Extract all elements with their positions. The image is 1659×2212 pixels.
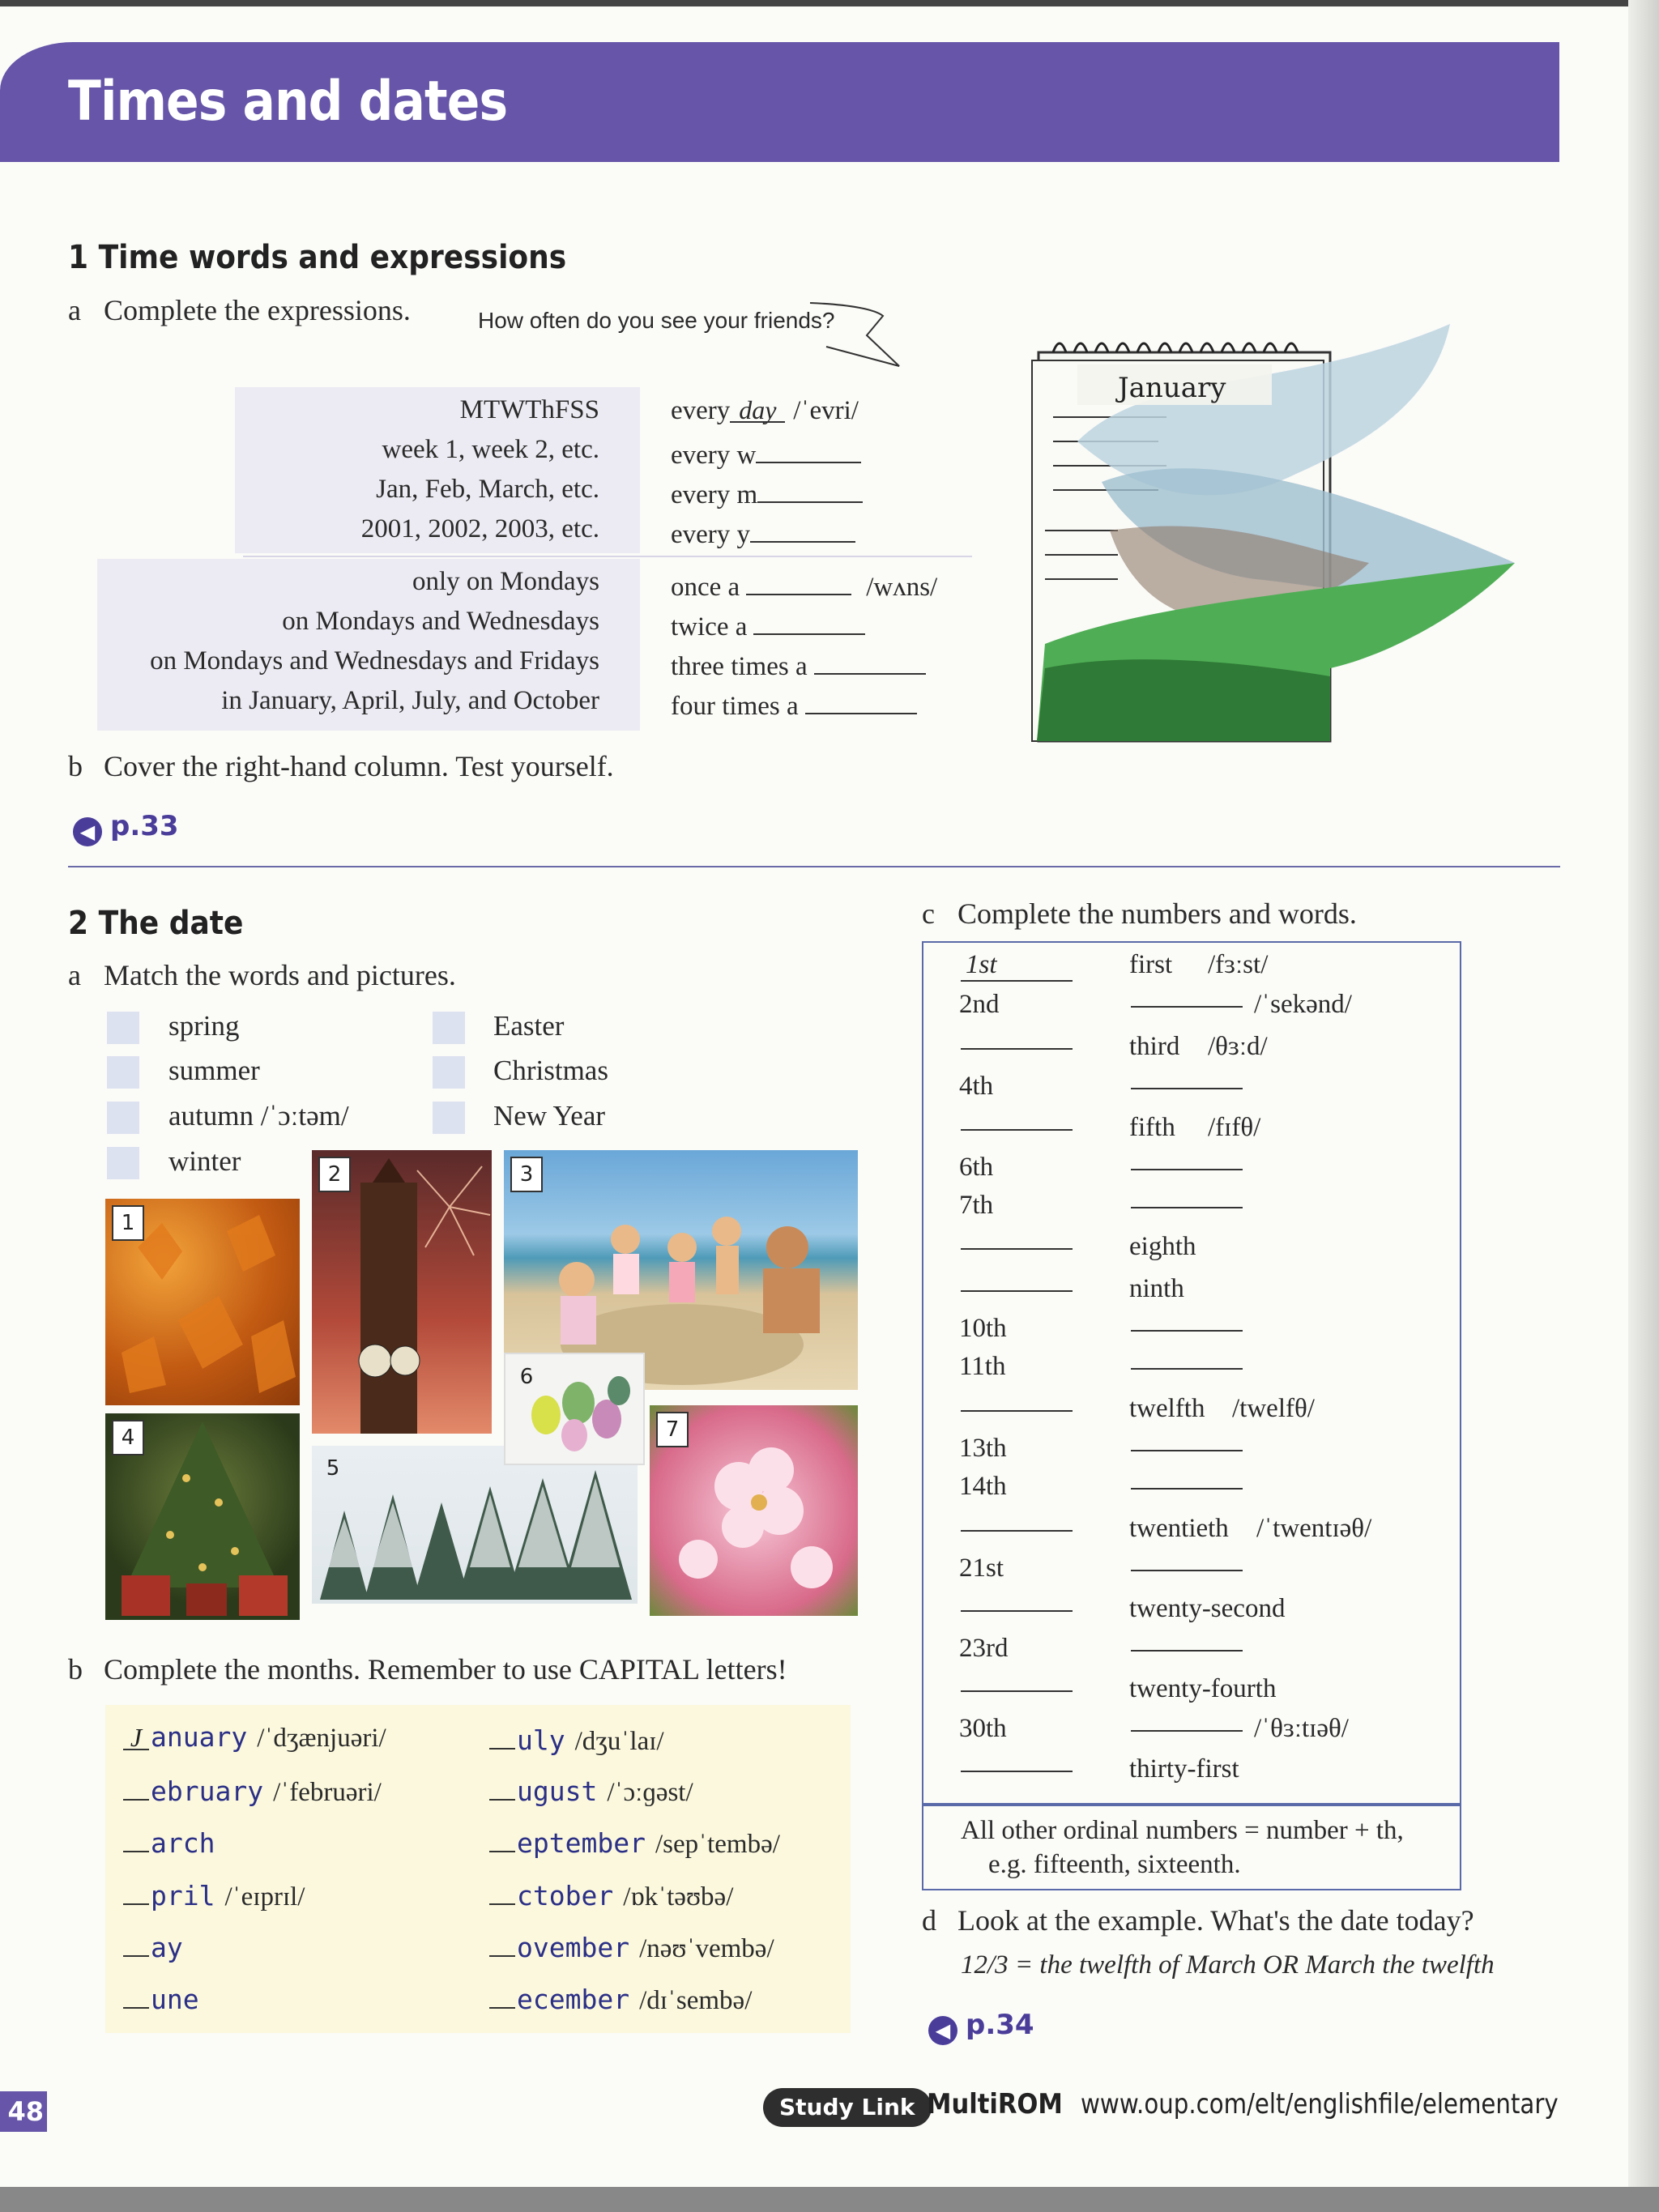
calendar-month-label: January <box>1118 372 1226 404</box>
table-right-cell <box>671 475 863 510</box>
handwritten-answer: 1st <box>961 950 1073 982</box>
number-blank[interactable] <box>961 1235 1073 1250</box>
expression-prefix: every <box>671 396 731 425</box>
answer-blank[interactable] <box>757 475 863 503</box>
letter-blank[interactable] <box>123 1824 149 1852</box>
section1-b-instruction <box>68 749 614 783</box>
ordinal-number: 10th <box>959 1314 1007 1343</box>
month-text: eptember <box>517 1827 646 1859</box>
section2-b-instruction <box>68 1652 787 1686</box>
month-item <box>489 1877 733 1912</box>
month-item <box>123 1824 215 1859</box>
letter-blank[interactable] <box>489 1980 515 2009</box>
photo-number: 7 <box>656 1412 689 1447</box>
pronunciation: /θɜːd/ <box>1208 1032 1268 1061</box>
page-bottom-edge <box>0 2187 1659 2212</box>
ordinal-word: thirty-first <box>1129 1754 1239 1784</box>
letter-blank[interactable] <box>489 1929 515 1957</box>
section-divider <box>68 866 1560 867</box>
section1-a-instruction <box>68 293 411 327</box>
study-link-badge: Study Link <box>763 2088 932 2127</box>
page-link-text: p.33 <box>110 810 179 842</box>
page-link-p34[interactable] <box>928 2009 1034 2045</box>
table-left-cell: 2001, 2002, 2003, etc. <box>360 514 599 543</box>
ordinal-number: 23rd <box>959 1634 1009 1663</box>
table-right-cell <box>671 435 861 471</box>
letter-blank[interactable] <box>489 1877 515 1905</box>
month-item <box>489 1772 693 1808</box>
month-item <box>489 1721 664 1757</box>
photo-number: 3 <box>510 1157 543 1192</box>
instruction-text: Complete the expressions. <box>104 294 411 326</box>
month-text: arch <box>151 1827 215 1859</box>
word-blank[interactable] <box>1131 1194 1243 1208</box>
table-right-cell <box>671 395 859 426</box>
answer-blank[interactable] <box>756 435 861 463</box>
ordinal-rule-box <box>922 1803 1461 1890</box>
table-right-cell <box>671 567 937 603</box>
exercise-letter: b <box>68 1653 83 1686</box>
month-item <box>123 1980 199 2015</box>
ordinal-number: 14th <box>959 1472 1007 1501</box>
handwritten-answer: day <box>730 395 785 423</box>
month-item <box>123 1877 305 1912</box>
pronunciation: /ɒkˈtəʊbə/ <box>623 1882 734 1912</box>
section2-c-instruction <box>922 897 1357 931</box>
table-left-cell: Jan, Feb, March, etc. <box>376 475 599 504</box>
holiday-word: New Year <box>493 1100 606 1132</box>
instruction-text: Look at the example. What's the date today? <box>957 1904 1474 1937</box>
holiday-word: Easter <box>493 1010 565 1042</box>
instruction-text: Cover the right-hand column. Test yourself. <box>104 750 614 782</box>
table-right-cell <box>671 514 855 550</box>
ordinal-word: twelfth <box>1129 1394 1205 1423</box>
word-blank[interactable] <box>1131 1717 1243 1732</box>
photo-number: 6 <box>519 1365 534 1389</box>
table-right-cell <box>671 686 917 722</box>
photo-big-ben-fireworks <box>312 1150 492 1434</box>
arrow-left-icon: ◀ <box>928 2016 957 2045</box>
table-left-cell: in January, April, July, and October <box>221 686 599 715</box>
rule-line-2: e.g. fifteenth, sixteenth. <box>988 1850 1241 1879</box>
pronunciation: /ˈeɪprɪl/ <box>224 1882 305 1912</box>
table-left-cell: only on Mondays <box>412 567 599 596</box>
letter-blank[interactable] <box>123 1772 149 1801</box>
number-blank[interactable] <box>961 1277 1073 1292</box>
checkbox[interactable] <box>107 1012 139 1044</box>
pronunciation: /wʌns/ <box>866 573 938 602</box>
ordinal-number: 7th <box>959 1191 994 1220</box>
pronunciation: /dɪˈsembə/ <box>639 1986 753 2015</box>
photo-snowy-forest <box>312 1446 638 1604</box>
arrow-left-icon: ◀ <box>73 817 102 846</box>
section2-heading: 2 The date <box>68 905 244 942</box>
answer-blank[interactable] <box>805 686 917 714</box>
month-item <box>123 1929 183 1963</box>
section2-d-instruction <box>922 1903 1474 1937</box>
ordinal-number: 4th <box>959 1072 994 1101</box>
season-word: autumn /ˈɔːtəm/ <box>168 1100 349 1132</box>
checkbox[interactable] <box>433 1102 465 1134</box>
checkbox[interactable] <box>433 1056 465 1089</box>
ordinal-word: ninth <box>1129 1274 1184 1303</box>
pronunciation: /ˈevri/ <box>793 396 859 425</box>
ordinal-number: 13th <box>959 1434 1007 1463</box>
letter-blank[interactable] <box>123 1877 149 1905</box>
month-item <box>489 1824 780 1860</box>
letter-blank[interactable] <box>489 1772 515 1801</box>
table-right-cell <box>671 646 926 682</box>
word-blank[interactable] <box>1131 1317 1243 1332</box>
photo-autumn-leaves <box>105 1199 300 1405</box>
calendar-illustration <box>1029 320 1523 757</box>
pronunciation: /dʒuˈlaɪ/ <box>574 1727 664 1756</box>
instruction-text: Complete the months. Remember to use CAPITAL letters! <box>104 1653 787 1686</box>
photo-number: 5 <box>326 1456 340 1481</box>
instruction-text: Complete the numbers and words. <box>957 897 1357 930</box>
checkbox[interactable] <box>107 1056 139 1089</box>
exercise-letter: a <box>68 294 81 326</box>
expression-prefix: twice a <box>671 612 748 641</box>
pronunciation: /twelfθ/ <box>1232 1394 1315 1423</box>
number-blank[interactable] <box>961 1677 1073 1692</box>
ordinal-word: eighth <box>1129 1232 1196 1261</box>
holiday-word: Christmas <box>493 1055 608 1086</box>
word-blank[interactable] <box>1131 1637 1243 1652</box>
section2-a-instruction <box>68 958 456 992</box>
letter-blank[interactable] <box>123 1980 149 2009</box>
photo-pink-blossom <box>650 1405 858 1616</box>
season-word: summer <box>168 1055 260 1086</box>
speech-bubble-outline <box>470 298 907 371</box>
month-text: ecember <box>517 1984 630 2015</box>
number-blank[interactable] <box>961 1597 1073 1612</box>
month-item <box>123 1772 382 1808</box>
photo-number: 4 <box>112 1420 144 1455</box>
ordinal-word: fifth <box>1129 1113 1175 1142</box>
table-right-cell <box>671 607 865 642</box>
pronunciation: /ˈɔːɡəst/ <box>607 1778 693 1807</box>
pronunciation: /sepˈtembə/ <box>655 1830 780 1859</box>
multirom-label: MultiROM <box>927 2088 1063 2120</box>
pronunciation: /fɪfθ/ <box>1208 1113 1261 1142</box>
month-item <box>123 1721 386 1754</box>
number-blank[interactable] <box>961 1517 1073 1532</box>
letter-blank[interactable] <box>489 1721 515 1750</box>
word-blank[interactable] <box>1131 1355 1243 1370</box>
website-url[interactable]: www.oup.com/elt/englishfile/elementary <box>1081 2088 1559 2120</box>
month-text: pril <box>151 1880 215 1912</box>
handwritten-letter: J <box>123 1723 149 1750</box>
rule-line-1: All other ordinal numbers = number + th, <box>961 1816 1404 1845</box>
ordinal-number: 2nd <box>959 990 1000 1019</box>
pronunciation: /ˈfebruəri/ <box>273 1778 382 1807</box>
photo-christmas-tree <box>105 1413 300 1620</box>
ordinal-word: third <box>1129 1032 1180 1061</box>
word-blank[interactable] <box>1131 1437 1243 1451</box>
number-blank[interactable] <box>961 1758 1073 1772</box>
month-text: une <box>151 1984 199 2015</box>
word-blank[interactable] <box>1131 1475 1243 1490</box>
month-text: ctober <box>517 1880 614 1912</box>
expression-prefix: once a <box>671 573 740 602</box>
ordinal-word: twentieth <box>1129 1514 1229 1543</box>
checkbox[interactable] <box>107 1102 139 1134</box>
photo-number: 1 <box>112 1205 144 1241</box>
ordinal-number: 21st <box>959 1554 1004 1583</box>
number-blank[interactable] <box>961 1035 1073 1050</box>
photo-number: 2 <box>318 1157 351 1192</box>
table-left-cell: on Mondays and Wednesdays <box>282 607 599 636</box>
month-text: anuary <box>151 1721 248 1753</box>
answer-blank[interactable] <box>750 514 855 543</box>
pronunciation: /ˈsekənd/ <box>1254 990 1352 1019</box>
speech-bubble: How often do you see your friends? <box>478 308 835 333</box>
season-word: winter <box>168 1145 241 1177</box>
month-text: ebruary <box>151 1775 264 1807</box>
word-blank[interactable] <box>1131 1156 1243 1170</box>
expression-prefix: four times a <box>671 692 799 721</box>
table-left-cell: week 1, week 2, etc. <box>382 435 599 464</box>
expression-prefix: every w <box>671 441 757 470</box>
month-text: ay <box>151 1932 183 1963</box>
pronunciation: /ˈtwentɪəθ/ <box>1256 1514 1372 1543</box>
month-text: uly <box>517 1724 565 1756</box>
checkbox[interactable] <box>107 1147 139 1179</box>
answer-blank[interactable] <box>814 646 926 675</box>
table-left-cell: MTWThFSS <box>459 395 599 424</box>
number-blank[interactable] <box>961 1397 1073 1412</box>
expression-prefix: every m <box>671 480 758 509</box>
pronunciation: /nəʊˈvembə/ <box>639 1934 774 1963</box>
month-item <box>489 1980 752 2016</box>
month-text: ugust <box>517 1775 598 1807</box>
pronunciation: /fɜːst/ <box>1208 950 1269 979</box>
word-blank[interactable] <box>1131 1075 1243 1089</box>
table-left-cell: on Mondays and Wednesdays and Fridays <box>150 646 599 676</box>
word-blank[interactable] <box>1131 993 1243 1008</box>
expression-prefix: every y <box>671 520 751 549</box>
season-word: spring <box>168 1010 240 1042</box>
ordinal-number: 6th <box>959 1153 994 1182</box>
exercise-letter: d <box>922 1904 936 1937</box>
month-item <box>489 1929 774 1964</box>
table-divider <box>243 556 972 557</box>
page-number: 48 <box>0 2091 47 2132</box>
word-blank[interactable] <box>1131 1557 1243 1571</box>
instruction-text: Match the words and pictures. <box>104 959 456 991</box>
answer-blank[interactable] <box>746 567 851 595</box>
ordinal-number: 30th <box>959 1714 1007 1743</box>
page-title: Times and dates <box>68 70 508 134</box>
exercise-letter: b <box>68 750 83 782</box>
number-blank[interactable] <box>961 1116 1073 1131</box>
pronunciation: /ˈθɜːtɪəθ/ <box>1254 1714 1349 1743</box>
pronunciation: /ˈdʒænjuəri/ <box>257 1724 386 1753</box>
ordinal-number: 11th <box>959 1352 1006 1381</box>
page-link-text: p.34 <box>966 2009 1034 2041</box>
exercise-letter: c <box>922 897 935 930</box>
date-example: 12/3 = the twelfth of March OR March the twelfth <box>961 1950 1495 1980</box>
ordinal-word: twenty-fourth <box>1129 1674 1277 1703</box>
exercise-letter: a <box>68 959 81 991</box>
answer-blank[interactable] <box>753 607 865 635</box>
letter-blank[interactable] <box>489 1824 515 1852</box>
section1-heading: 1 Time words and expressions <box>68 239 567 276</box>
month-text: ovember <box>517 1932 630 1963</box>
expression-prefix: three times a <box>671 652 808 681</box>
page-top-edge <box>0 0 1659 6</box>
page-link-p33[interactable] <box>73 810 179 846</box>
ordinal-word: twenty-second <box>1129 1594 1286 1623</box>
photo-easter-eggs <box>504 1353 645 1465</box>
page-right-edge <box>1628 0 1659 2212</box>
checkbox[interactable] <box>433 1012 465 1044</box>
letter-blank[interactable] <box>123 1929 149 1957</box>
ordinal-word: first <box>1129 950 1173 979</box>
